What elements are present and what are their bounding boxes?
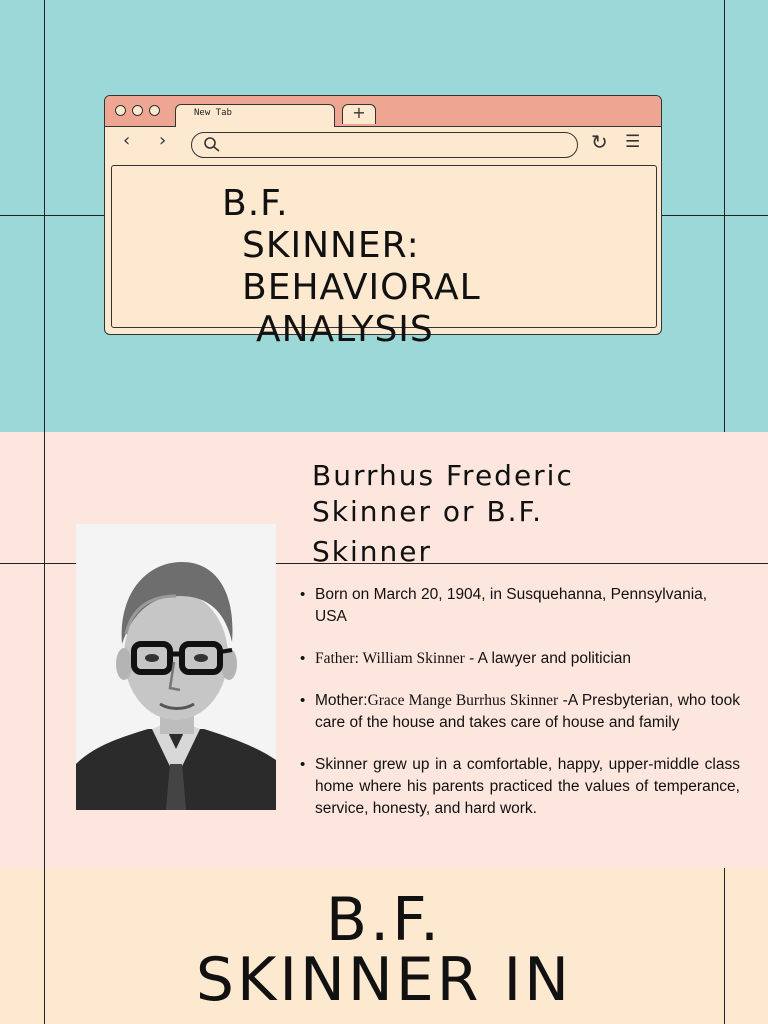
- heading-line: Skinner or B.F.: [312, 495, 544, 528]
- back-icon: ‹: [123, 130, 131, 151]
- tab-label: New Tab: [194, 108, 232, 118]
- window-dot-icon: [149, 105, 160, 116]
- grid-line: [44, 0, 45, 432]
- menu-icon: ☰: [625, 132, 641, 152]
- next-slide-heading: [0, 885, 768, 1015]
- grid-line: [44, 432, 45, 868]
- slide-title: [222, 183, 481, 351]
- title-slide: [0, 0, 768, 432]
- father-text: - A lawyer and politician: [464, 650, 632, 667]
- bullet-born: • Born on March 20, 1904, in Susquehanna, Pennsylvania, USA: [300, 584, 740, 628]
- heading-line: Burrhus Frederic: [312, 459, 574, 492]
- skinner-portrait: [76, 524, 276, 810]
- title-line: BEHAVIORAL: [242, 267, 481, 308]
- heading-line: B.F.: [325, 885, 443, 955]
- search-icon: [202, 135, 222, 155]
- browser-tab-bar: [105, 96, 661, 127]
- bullet-father: [300, 648, 740, 670]
- father-label: Father: William Skinner: [315, 650, 465, 667]
- heading-line: Skinner: [312, 535, 432, 568]
- mother-label: Mother:: [315, 692, 368, 709]
- bullet-upbringing: • Skinner grew up in a comfortable, happy, upper-middle class home where his parents practiced the values of temperance, service, honesty, and hard work.: [300, 754, 740, 820]
- reload-icon: ↻: [591, 130, 608, 154]
- title-line: SKINNER:: [242, 225, 420, 266]
- mother-name: Grace Mange Burrhus Skinner: [367, 692, 559, 709]
- window-dot-icon: [132, 105, 143, 116]
- grid-line: [724, 0, 725, 432]
- heading-line: SKINNER IN: [195, 945, 573, 1015]
- mother-text: -A Presbyterian, who took care of the house and takes care of house and family: [315, 692, 740, 731]
- title-line: B.F.: [222, 183, 289, 224]
- title-line: ANALYSIS: [256, 309, 434, 350]
- bio-bullet-list: [300, 584, 740, 840]
- bio-heading: [312, 458, 574, 570]
- window-dot-icon: [115, 105, 126, 116]
- browser-tab: [175, 104, 335, 127]
- bullet-mother: [300, 690, 740, 734]
- forward-icon: ›: [159, 130, 167, 151]
- new-tab-icon: +: [342, 104, 376, 124]
- address-bar: [191, 132, 578, 158]
